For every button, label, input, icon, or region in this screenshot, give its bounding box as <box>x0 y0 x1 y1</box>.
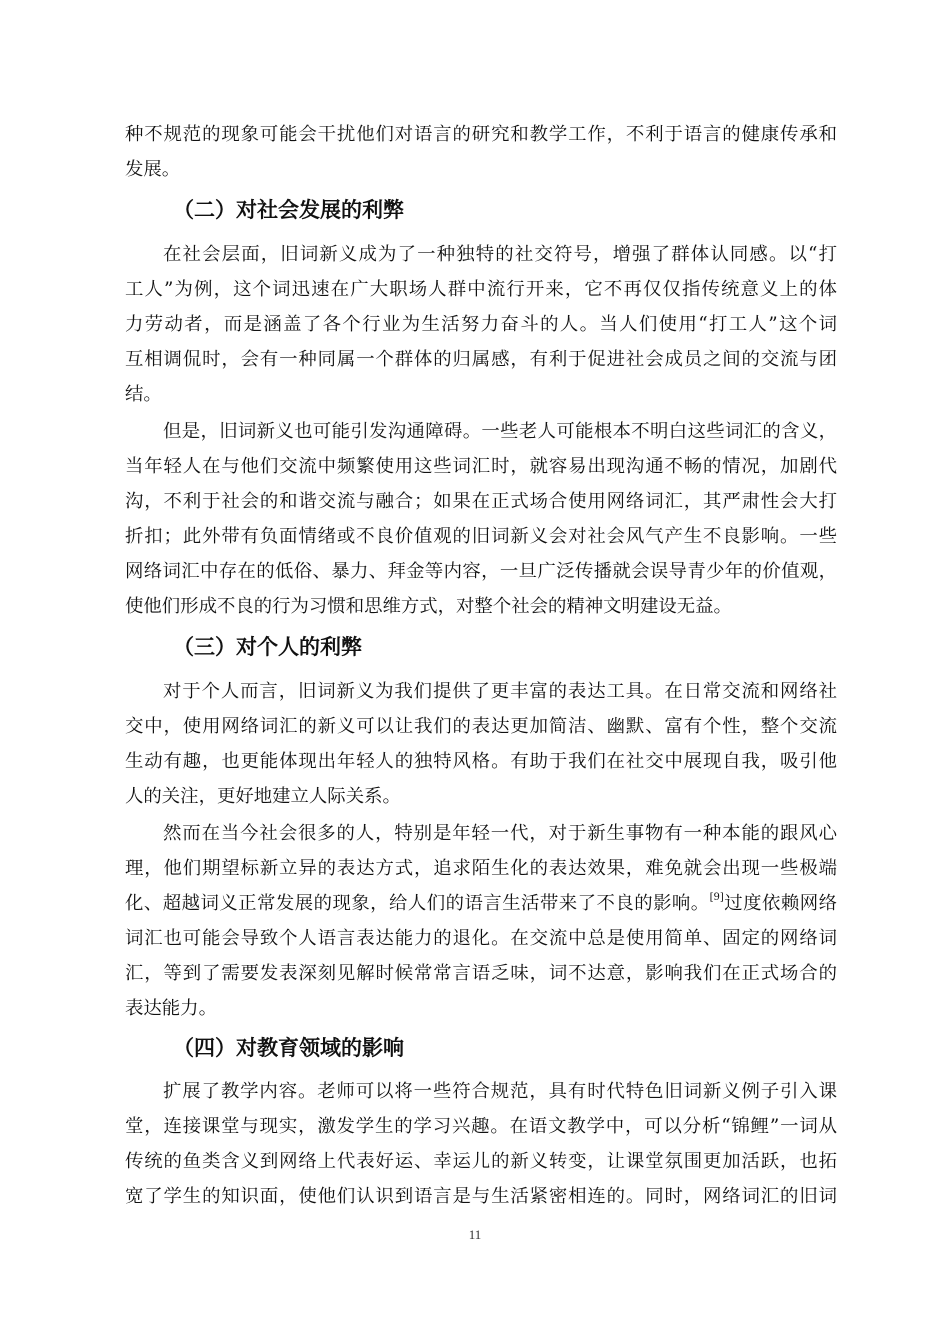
paragraph-line: 宽了学生的知识面，使他们认识到语言是与生活紧密相连的。同时，网络词汇的旧词 <box>125 1186 837 1207</box>
citation-marker: [9] <box>709 891 724 903</box>
paragraph-line: 生动有趣，也更能体现出年轻人的独特风格。有助于我们在社交中展现自我，吸引他 <box>125 751 837 772</box>
section-heading-3: （三）对个人的利弊 <box>173 635 362 659</box>
paragraph-line: 然而在当今社会很多的人，特别是年轻一代，对于新生事物有一种本能的跟风心 <box>163 823 837 844</box>
page-number: 11 <box>468 1227 482 1242</box>
section-heading-2: （二）对社会发展的利弊 <box>173 198 404 222</box>
paragraph-line: 发展。 <box>125 159 181 180</box>
paragraph-line: 当年轻人在与他们交流中频繁使用这些词汇时，就容易出现沟通不畅的情况，加剧代 <box>125 456 837 477</box>
line-text-after-citation: 过度依赖网络 <box>723 893 837 914</box>
paragraph-line: 扩展了教学内容。老师可以将一些符合规范，具有时代特色旧词新义例子引入课 <box>163 1081 837 1102</box>
paragraph-line-with-citation <box>125 892 837 916</box>
paragraph-line: 在社会层面，旧词新义成为了一种独特的社交符号，增强了群体认同感。以“打 <box>163 244 837 265</box>
paragraph-line: 互相调侃时，会有一种同属一个群体的归属感，有利于促进社会成员之间的交流与团 <box>125 349 837 370</box>
line-text-before-citation: 化、超越词义正常发展的现象，给人们的语言生活带来了不良的影响。 <box>125 893 710 914</box>
paragraph-line: 网络词汇中存在的低俗、暴力、拜金等内容，一旦广泛传播就会误导青少年的价值观， <box>125 561 837 582</box>
paragraph-line: 理，他们期望标新立异的表达方式，追求陌生化的表达效果，难免就会出现一些极端 <box>125 858 837 879</box>
paragraph-line: 对于个人而言，旧词新义为我们提供了更丰富的表达工具。在日常交流和网络社 <box>163 681 837 702</box>
paragraph-line: 力劳动者，而是涵盖了各个行业为生活努力奋斗的人。当人们使用“打工人”这个词 <box>125 314 837 335</box>
paragraph-line: 表达能力。 <box>125 998 217 1019</box>
paragraph-line: 沟，不利于社会的和谐交流与融合；如果在正式场合使用网络词汇，其严肃性会大打 <box>125 491 837 512</box>
paragraph-line: 但是，旧词新义也可能引发沟通障碍。一些老人可能根本不明白这些词汇的含义， <box>163 421 837 442</box>
paragraph-line: 人的关注，更好地建立人际关系。 <box>125 786 401 807</box>
paragraph-line: 交中，使用网络词汇的新义可以让我们的表达更加简洁、幽默、富有个性，整个交流 <box>125 716 837 737</box>
paragraph-line: 种不规范的现象可能会干扰他们对语言的研究和教学工作，不利于语言的健康传承和 <box>125 124 837 145</box>
paragraph-line: 传统的鱼类含义到网络上代表好运、幸运儿的新义转变，让课堂氛围更加活跃，也拓 <box>125 1151 837 1172</box>
paragraph-line: 汇，等到了需要发表深刻见解时候常常言语乏味，词不达意，影响我们在正式场合的 <box>125 963 837 984</box>
paragraph-line: 使他们形成不良的行为习惯和思维方式，对整个社会的精神文明建设无益。 <box>125 596 732 617</box>
paragraph-line: 堂，连接课堂与现实，激发学生的学习兴趣。在语文教学中，可以分析“锦鲤”一词从 <box>125 1116 837 1137</box>
section-heading-4: （四）对教育领域的影响 <box>173 1036 404 1060</box>
paragraph-line: 折扣；此外带有负面情绪或不良价值观的旧词新义会对社会风气产生不良影响。一些 <box>125 526 837 547</box>
paragraph-line: 词汇也可能会导致个人语言表达能力的退化。在交流中总是使用简单、固定的网络词 <box>125 928 837 949</box>
paragraph-line: 结。 <box>125 384 162 405</box>
paragraph-line: 工人”为例，这个词迅速在广大职场人群中流行开来，它不再仅仅指传统意义上的体 <box>125 279 837 300</box>
